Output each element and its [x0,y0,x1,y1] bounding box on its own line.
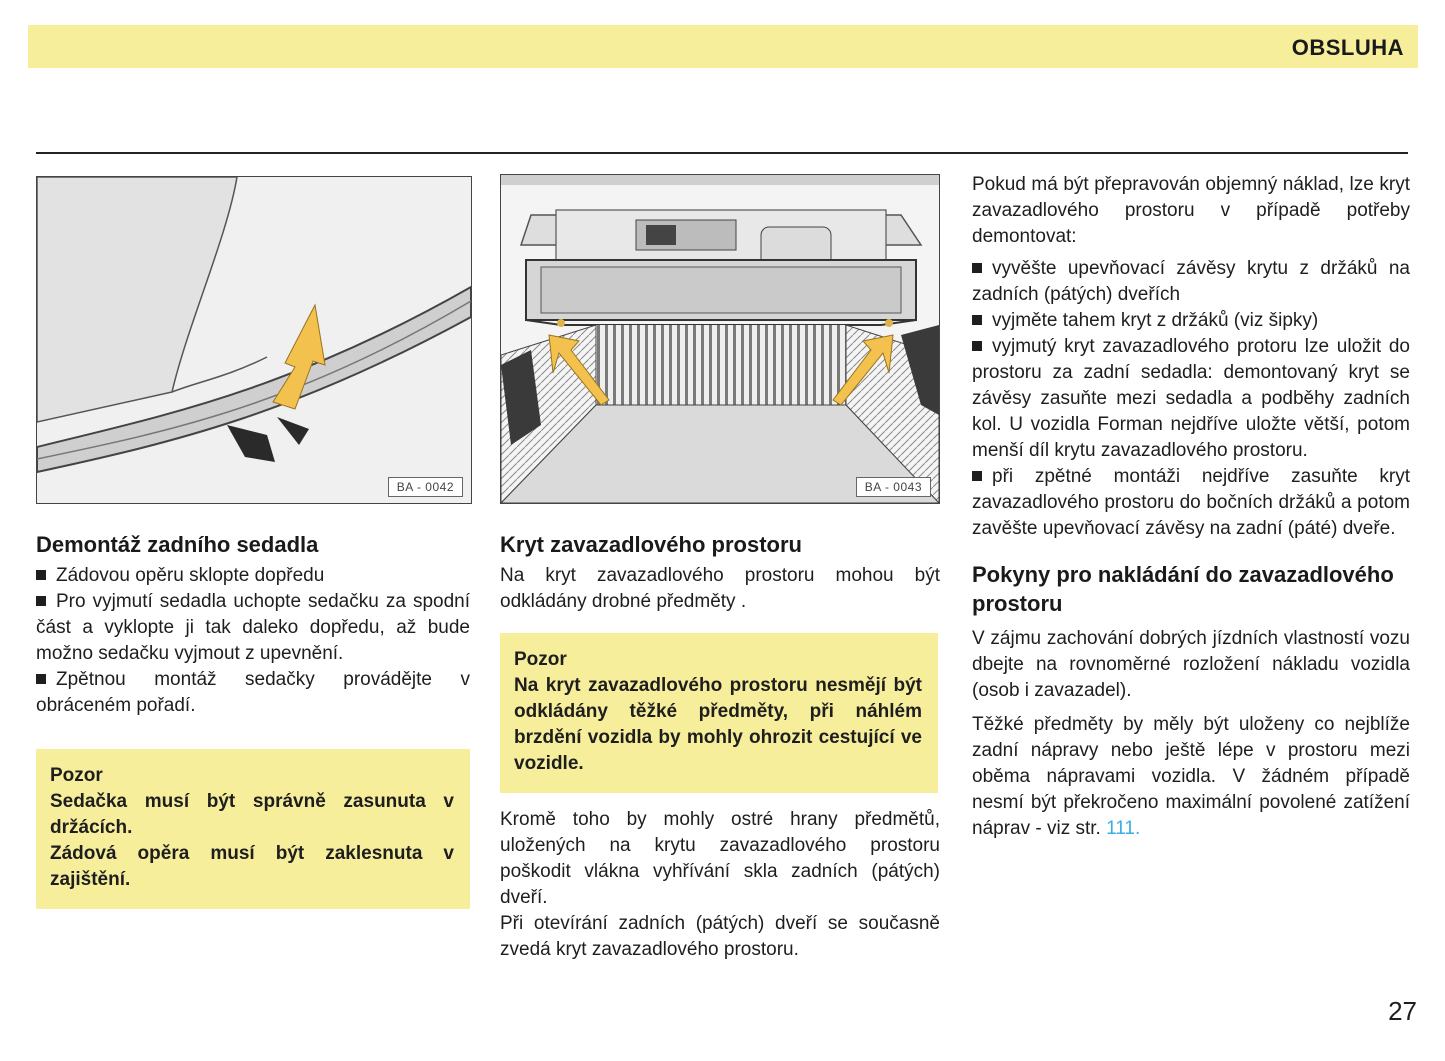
rear-seat-illustration [36,176,472,504]
intro-paragraph: Na kryt zavazadlového prostoru mohou být odkládány drobné předměty . [500,565,940,612]
heading-loading-instructions: Pokyny pro nakládání do zavazadlového prostoru [972,562,1394,616]
luggage-cover-drawing [501,175,939,503]
bullet-item: Zpětnou montáž sedačky provádějte v obráceném pořadí. [36,667,470,719]
warning-title: Pozor [50,765,103,786]
warning-box [36,749,470,909]
figure-label: BA - 0042 [388,477,463,497]
paragraph: Kromě toho by mohly ostré hrany předmětů, uložených na krytu zavazadlového prostoru poškodit vlákna vyhřívání skla zadních (pátých) dveří. [500,809,940,908]
bullet-item: vyjmutý kryt zavazadlového protoru lze uložit do prostoru za zadní sedadla: demontovaný kryt se závěsy zasuňte mezi sedadla a podběhy zadních kol. U vozidla Forman nejdříve uložte větší, potom menší díl krytu zavazadlového prostoru. [972,334,1410,464]
intro-paragraph: Pokud má být přepravován objemný náklad, lze kryt zavazadlového prostoru v případě potřeby demontovat: [972,174,1410,247]
warning-text: Na kryt zavazadlového prostoru nesmějí být odkládány těžké předměty, při náhlém brzdění vozidla by mohly ohrozit cestující ve vozidle. [514,675,922,774]
paragraph-text: Těžké předměty by měly být uloženy co nejblíže zadní nápravy nebo ještě lépe v prostoru mezi oběma nápravami vozidla. V žádném případě nesmí být překročeno maximální povolené zatížení náprav - viz str. [972,714,1410,839]
horizontal-rule [36,152,1408,154]
bullet-item: při zpětné montáži nejdříve zasuňte kryt zavazadlového prostoru do bočních držáků a potom zavěšte upevňovací závěsy na zadní (páté) dveře. [972,464,1410,542]
paragraph [972,712,1410,842]
warning-text: Sedačka musí být správně zasunuta v držácích. [50,791,454,838]
luggage-cover-illustration [500,174,940,504]
warning-box [500,633,938,793]
heading-rear-seat: Demontáž zadního sedadla [36,532,319,557]
page-number: 27 [1388,996,1417,1026]
seat-removal-drawing [37,177,471,503]
section-header-band [28,25,1418,68]
column-cover-removal [972,160,1410,842]
figure-label: BA - 0043 [856,477,931,497]
heading-luggage-cover: Kryt zavazadlového prostoru [500,532,802,557]
warning-text: Zádová opěra musí být zaklesnuta v zajištění. [50,843,454,890]
column-luggage-cover [500,160,940,963]
paragraph: V zájmu zachování dobrých jízdních vlastností vozu dbejte na rovnoměrné rozložení nákladu vozidla (osob i zavazadel). [972,628,1410,701]
section-title: OBSLUHA [1291,35,1404,60]
bullet-item: Pro vyjmutí sedadla uchopte sedačku za spodní část a vyklopte ji tak daleko dopředu, až bude možno sedačku vyjmout z upevnění. [36,589,470,667]
warning-title: Pozor [514,649,567,670]
bullet-item: Zádovou opěru sklopte dopředu [36,563,470,589]
column-rear-seat [36,160,470,909]
paragraph: Při otevírání zadních (pátých) dveří se současně zvedá kryt zavazadlového prostoru. [500,913,940,960]
bullet-item: vyjměte tahem kryt z držáků (viz šipky) [972,308,1410,334]
bullet-item: vyvěšte upevňovací závěsy krytu z držáků na zadních (pátých) dveřích [972,256,1410,308]
page-reference-link[interactable]: 111. [1106,818,1141,839]
